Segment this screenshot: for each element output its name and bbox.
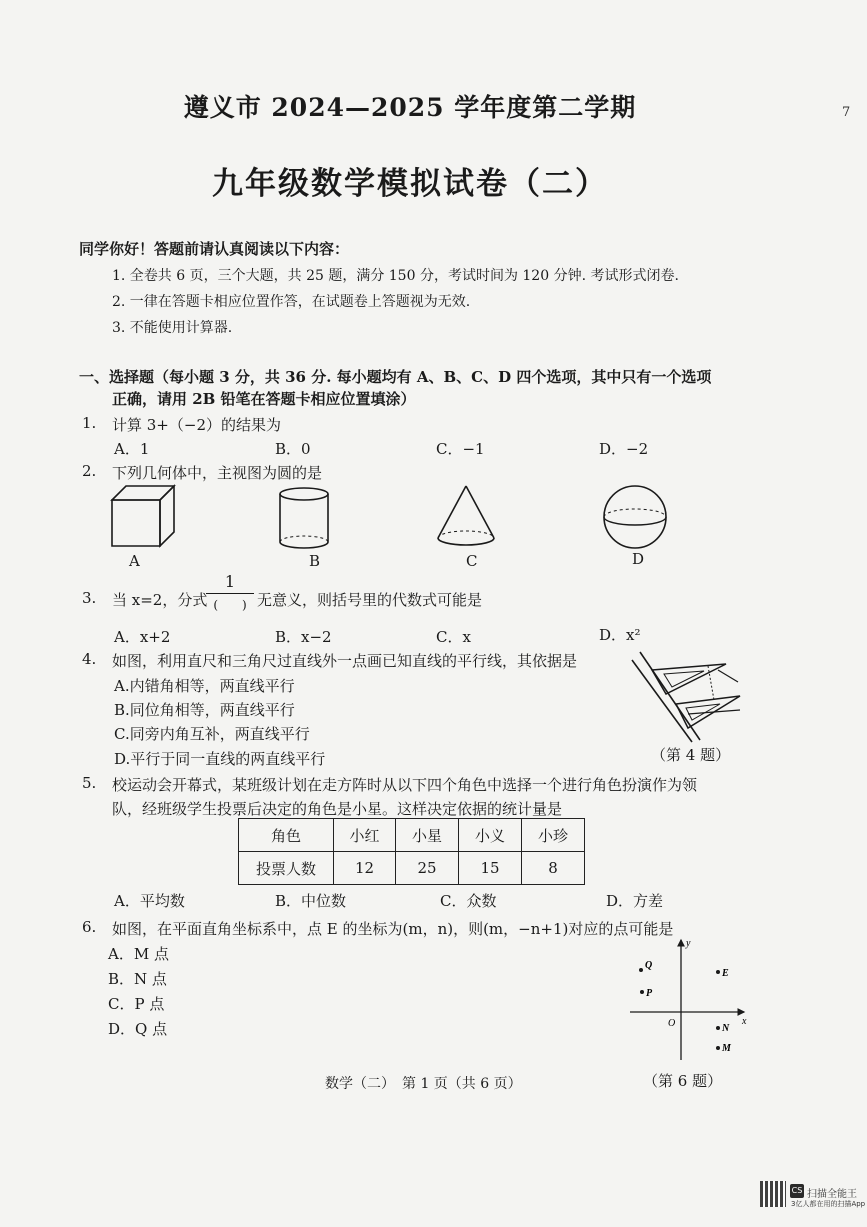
graph-label-n: N (722, 1023, 730, 1034)
table-header-cell: 角色 (239, 819, 334, 852)
q3-option-b: B．x−2 (275, 628, 332, 646)
q4-option-a: A.内错角相等，两直线平行 (114, 677, 295, 695)
q3-option-d: D．x² (599, 626, 641, 644)
table-header-cell: 小珍 (522, 819, 585, 852)
exam-title: 九年级数学模拟试卷（二） (212, 166, 608, 202)
q6-option-d: D．Q 点 (108, 1020, 168, 1038)
graph-label-q: Q (645, 960, 653, 971)
q3-fraction-bar (206, 593, 254, 594)
q3-option-a: A．x+2 (114, 628, 171, 646)
vote-table (238, 818, 585, 885)
graph-label-p: P (646, 988, 653, 999)
q5-stem-line2: 队，经班级学生投票后决定的角色是小星。这样决定依据的统计量是 (112, 800, 563, 818)
q6-stem: 如图，在平面直角坐标系中，点 E 的坐标为(m，n)，则(m，−n+1)对应的点可能是 (112, 920, 674, 938)
table-cell: 投票人数 (239, 852, 334, 885)
coordinate-plane-figure (626, 936, 752, 1064)
graph-label-m: M (722, 1043, 731, 1054)
q3-fraction-numerator: 1 (224, 572, 236, 591)
section-1-heading: 一、选择题（每小题 3 分，共 36 分. 每小题均有 A、B、C、D 四个选项，其中只有一个选项 (79, 368, 712, 386)
graph-label-x: x (742, 1016, 747, 1027)
q2-label-d: D (632, 550, 645, 568)
table-header-cell: 小义 (459, 819, 522, 852)
q5-option-d: D．方差 (606, 892, 664, 910)
watermark-brand: 扫描全能王 (807, 1189, 857, 1200)
q6-number: 6. (82, 918, 97, 936)
q5-option-c: C．众数 (440, 892, 497, 910)
instructions-lead: 同学你好！答题前请认真阅读以下内容： (79, 240, 350, 258)
q2-number: 2. (82, 462, 97, 480)
q3-number: 3. (82, 589, 97, 607)
q1-option-a: A．1 (114, 440, 150, 458)
q4-option-d: D.平行于同一直线的两直线平行 (114, 750, 326, 768)
table-cell: 15 (459, 852, 522, 885)
cone-figure (434, 484, 498, 550)
q1-option-b: B．0 (275, 440, 311, 458)
q5-stem-line1: 校运动会开幕式，某班级计划在走方阵时从以下四个角色中选择一个进行角色扮演作为领 (112, 776, 698, 794)
scanner-logo-icon: CS (790, 1184, 804, 1198)
q6-option-c: C．P 点 (108, 995, 165, 1013)
section-1-heading-cont: 正确，请用 2B 铅笔在答题卡相应位置填涂） (112, 390, 416, 408)
q2-label-c: C (466, 552, 478, 570)
table-header-cell: 小星 (396, 819, 459, 852)
table-cell: 25 (396, 852, 459, 885)
edge-mark: 7 (842, 105, 851, 120)
q2-label-a: A (129, 552, 140, 570)
ruler-triangle-figure (630, 650, 742, 742)
q5-option-a: A．平均数 (114, 892, 185, 910)
q1-stem: 计算 3+（−2）的结果为 (112, 416, 281, 434)
q6-option-a: A．M 点 (108, 945, 169, 963)
page-footer: 数学（二） 第 1 页（共 6 页） (325, 1076, 522, 1092)
q4-caption: （第 4 题） (651, 746, 731, 764)
instruction-item-2: 2. 一律在答题卡相应位置作答，在试题卷上答题视为无效. (112, 294, 471, 310)
vote-table-header-row (239, 819, 585, 852)
q4-stem: 如图，利用直尺和三角尺过直线外一点画已知直线的平行线，其依据是 (112, 652, 578, 670)
q5-option-b: B．中位数 (275, 892, 347, 910)
graph-label-e: E (722, 968, 729, 979)
q3-option-c: C．x (436, 628, 471, 646)
q4-option-b: B.同位角相等，两直线平行 (114, 701, 295, 719)
q1-option-c: C．−1 (436, 440, 485, 458)
q3-stem-b: 无意义，则括号里的代数式可能是 (257, 591, 483, 609)
q1-option-d: D．−2 (599, 440, 649, 458)
cylinder-figure (276, 486, 332, 552)
watermark-subtitle: 3亿人都在用的扫描App (791, 1200, 866, 1208)
sphere-figure (600, 482, 670, 552)
q2-stem: 下列几何体中，主视图为圆的是 (112, 464, 323, 482)
exam-header-line1: 遵义市 2024—2025 学年度第二学期 (183, 93, 637, 122)
q4-option-c: C.同旁内角互补，两直线平行 (114, 725, 310, 743)
q6-caption: （第 6 题） (643, 1072, 723, 1090)
q6-option-b: B．N 点 (108, 970, 167, 988)
cube-figure (108, 484, 180, 550)
vote-table-data-row (239, 852, 585, 885)
graph-label-origin: O (668, 1018, 676, 1029)
qr-code (760, 1181, 786, 1207)
table-header-cell: 小红 (334, 819, 396, 852)
q4-number: 4. (82, 650, 97, 668)
table-cell: 8 (522, 852, 585, 885)
q2-label-b: B (309, 552, 321, 570)
graph-label-y: y (686, 938, 691, 949)
instruction-item-3: 3. 不能使用计算器. (112, 320, 233, 336)
table-cell: 12 (334, 852, 396, 885)
q3-stem-a: 当 x=2，分式 (112, 591, 208, 609)
q1-number: 1. (82, 414, 97, 432)
q5-number: 5. (82, 774, 97, 792)
q3-fraction-denominator: ( ) (213, 598, 247, 612)
instruction-item-1: 1. 全卷共 6 页，三个大题，共 25 题，满分 150 分，考试时间为 120 分钟. 考试形式闭卷. (112, 268, 679, 284)
